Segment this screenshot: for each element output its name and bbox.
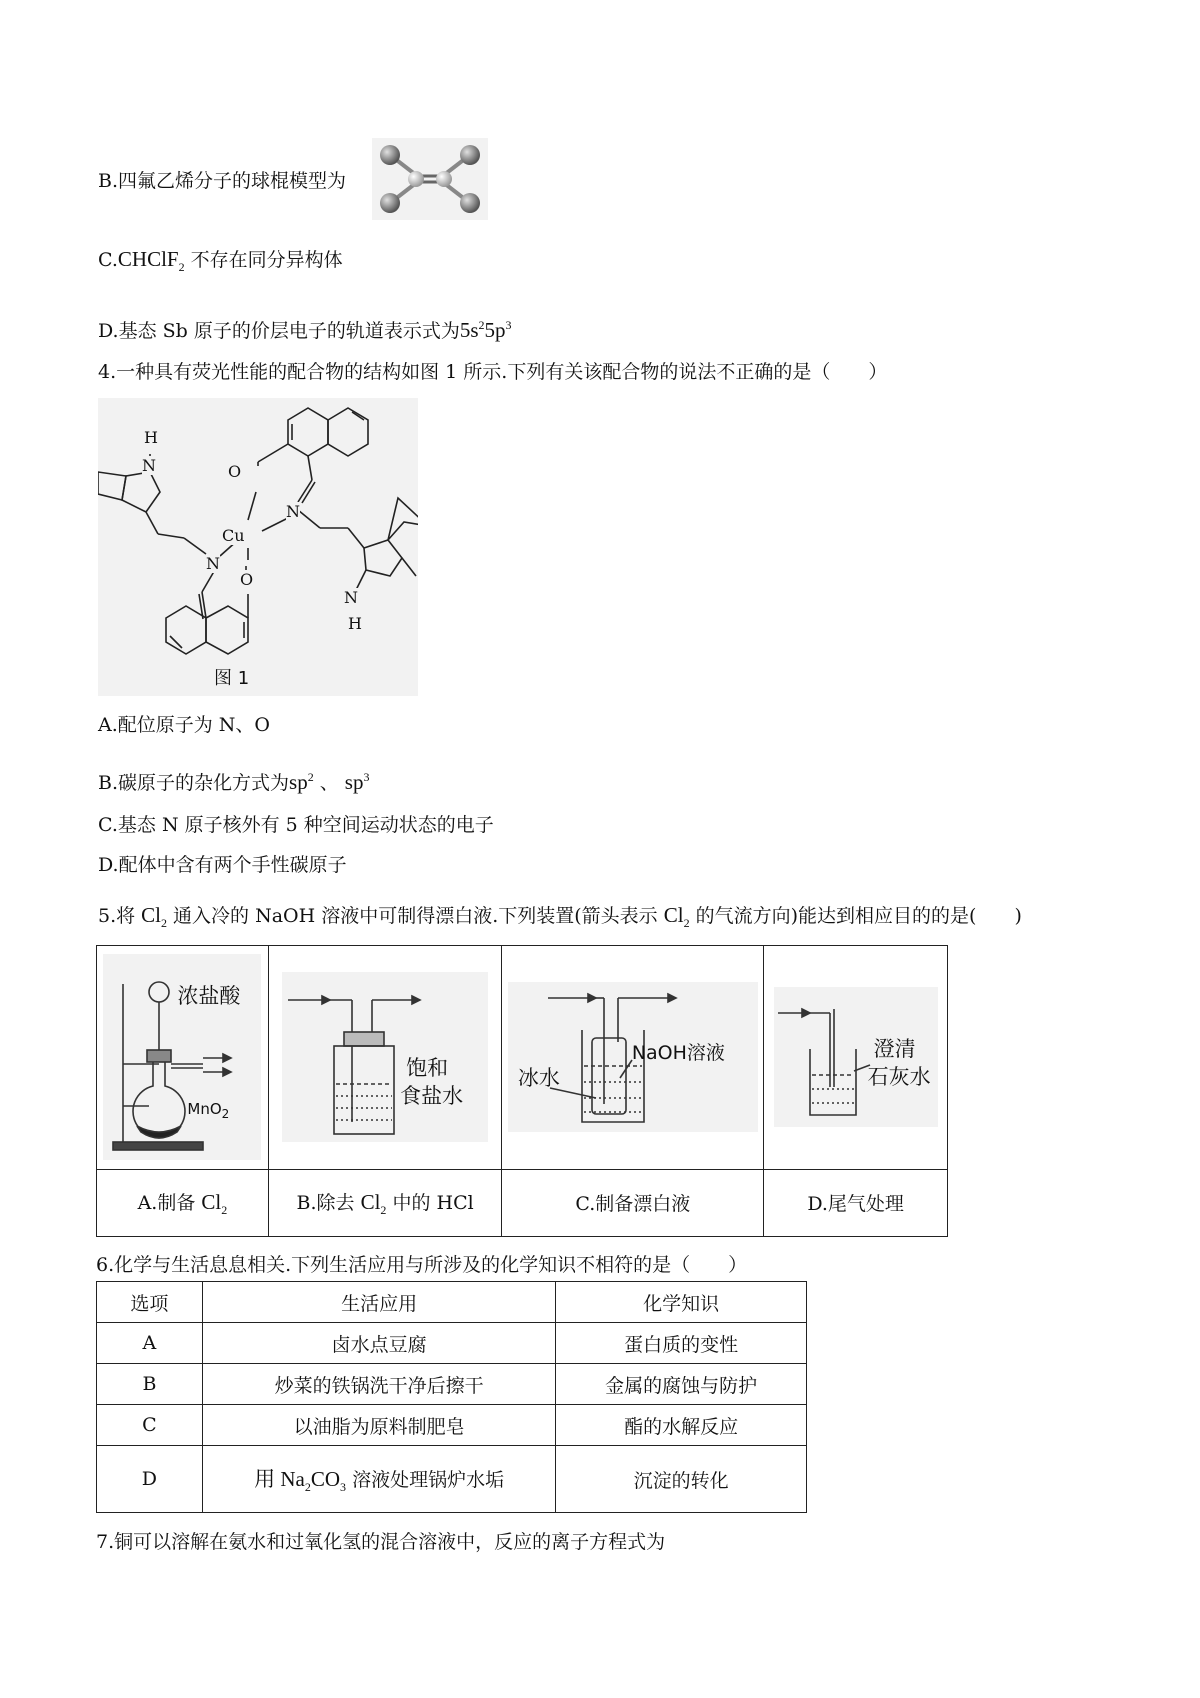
row-b-application: 炒菜的铁锅洗干净后擦干 (202, 1364, 556, 1405)
q3-option-c-prefix: C. (98, 249, 118, 271)
row-d-knowledge: 沉淀的转化 (556, 1446, 807, 1513)
label-mno2-main: MnO (187, 1100, 222, 1119)
row-c-knowledge: 酯的水解反应 (556, 1405, 807, 1446)
formula-5p: 5p (484, 318, 506, 342)
label-ice-water: 冰水 (517, 1066, 560, 1091)
header-option: 选项 (97, 1282, 203, 1323)
atom-h-left: H (144, 428, 158, 447)
label-naoh-solution: NaOH溶液 (631, 1042, 725, 1065)
sp3-sup: 3 (363, 770, 370, 784)
apparatus-a-cell (97, 946, 269, 1170)
q3-option-b (98, 168, 346, 194)
caption-d: D.尾气处理 (764, 1169, 948, 1236)
sp2-formula (289, 770, 314, 794)
label-mno2 (187, 1100, 229, 1121)
atom-n-lower: N (206, 554, 220, 573)
q5-stem (98, 902, 1022, 936)
cl2-2-main: Cl (663, 903, 684, 927)
caption-a-cl2 (201, 1189, 228, 1217)
row-a-option: A (97, 1323, 203, 1364)
apparatus-table (96, 945, 948, 1237)
caption-b (268, 1169, 502, 1236)
sp2-sup: 2 (307, 770, 314, 784)
row-a-knowledge: 蛋白质的变性 (556, 1323, 807, 1364)
apparatus-b-image (282, 972, 488, 1142)
q6-stem: 6.化学与生活息息相关.下列生活应用与所涉及的化学知识不相符的是（ ） (96, 1254, 748, 1276)
q3-option-d-text: D.基态 Sb 原子的价层电子的轨道表示式为 (98, 320, 460, 342)
apparatus-images-row (97, 946, 948, 1170)
label-brine: 食盐水 (400, 1084, 464, 1109)
apparatus-d-image (774, 987, 938, 1127)
apparatus-c-image (508, 982, 758, 1132)
atom-o-bottom: O (240, 570, 254, 589)
caption-c: C.制备漂白液 (502, 1169, 764, 1236)
q5-stem-part2: 通入冷的 NaOH 溶液中可制得漂白液.下列装置(箭头表示 (167, 905, 664, 927)
chclf2-formula (117, 247, 185, 275)
na2co3-formula (254, 1466, 347, 1495)
table-row (97, 1405, 807, 1446)
q4-option-c: C.基态 N 原子核外有 5 种空间运动状态的电子 (98, 814, 494, 836)
atom-n-right: N (286, 502, 300, 521)
caption-b-sub: 2 (380, 1202, 387, 1217)
na2co3-sub1: 2 (304, 1480, 311, 1495)
caption-b-pre: B.除去 (296, 1191, 361, 1214)
label-saturated: 饱和 (406, 1056, 449, 1081)
cl2-formula-2 (663, 903, 690, 931)
formula-5s: 5s (459, 318, 479, 342)
q3-option-b-text: B.四氟乙烯分子的球棍模型为 (98, 170, 347, 192)
caption-b-post: 中的 HCl (386, 1191, 474, 1214)
atom-h-right: H (348, 614, 362, 633)
sb-orbital-formula (460, 318, 512, 342)
caption-a-text: A.制备 (137, 1191, 202, 1214)
life-application-table (96, 1281, 807, 1513)
cl2-1-sub: 2 (161, 916, 168, 931)
label-clear: 澄清 (873, 1037, 916, 1062)
q3-option-c (98, 246, 343, 280)
q3-option-d (98, 312, 512, 344)
cl2-1-main: Cl (141, 903, 162, 927)
q4-option-d: D.配体中含有两个手性碳原子 (98, 854, 347, 876)
figure-caption: 图 1 (214, 668, 250, 689)
cl2-2-sub: 2 (683, 916, 690, 931)
header-application: 生活应用 (202, 1282, 556, 1323)
table-row (97, 1323, 807, 1364)
label-lime-water: 石灰水 (867, 1065, 931, 1090)
q4-option-b-text: B.碳原子的杂化方式为 (98, 772, 290, 794)
atom-cu: Cu (222, 526, 245, 545)
caption-a-cl: Cl (201, 1189, 222, 1214)
atom-n-right-indole: N (344, 588, 358, 607)
cl2-formula-1 (141, 903, 168, 931)
caption-b-cl: Cl (360, 1189, 381, 1214)
ball-stick-svg (372, 138, 488, 220)
row-b-knowledge: 金属的腐蚀与防护 (556, 1364, 807, 1405)
caption-b-cl2 (360, 1189, 387, 1217)
chclf2-sub: 2 (178, 260, 185, 275)
apparatus-a-image (103, 954, 261, 1160)
label-mno2-sub: 2 (221, 1107, 230, 1122)
na2co3-sub2: 3 (340, 1480, 347, 1495)
row-c-option: C (97, 1405, 203, 1446)
apparatus-captions-row (97, 1169, 948, 1236)
tetrafluoroethylene-ball-stick-model (372, 138, 488, 220)
q7-stem: 7.铜可以溶解在氨水和过氧化氢的混合溶液中，反应的离子方程式为 (96, 1531, 666, 1553)
atom-o-top: O (228, 462, 242, 481)
table-row (97, 1364, 807, 1405)
apparatus-d-cell (764, 946, 948, 1170)
row-d-option: D (97, 1446, 203, 1513)
row-d-application-rest: 溶液处理锅炉水垢 (346, 1468, 505, 1491)
q4-stem: 4.一种具有荧光性能的配合物的结构如图 1 所示.下列有关该配合物的说法不正确的是（ ） (98, 361, 888, 383)
q5-stem-part1: 5.将 (98, 905, 142, 927)
life-table-header (97, 1282, 807, 1323)
q4-option-b-sep: 、 (313, 772, 345, 794)
label-conc-hcl: 浓盐酸 (177, 984, 241, 1009)
sp3-sp: sp (344, 770, 364, 794)
row-c-application: 以油脂为原料制肥皂 (202, 1405, 556, 1446)
q4-option-b (98, 764, 369, 796)
atom-n-left: N (142, 456, 156, 475)
caption-a-sub: 2 (221, 1202, 228, 1217)
formula-5s-sup: 2 (478, 318, 485, 332)
header-knowledge: 化学知识 (556, 1282, 807, 1323)
copper-complex-structure-figure (98, 398, 418, 696)
q3-option-c-rest: 不存在同分异构体 (184, 249, 343, 271)
na2co3-pre: 用 Na (254, 1466, 305, 1491)
q4-option-a: A.配位原子为 N、O (98, 714, 271, 736)
apparatus-b-cell (268, 946, 502, 1170)
apparatus-c-cell (502, 946, 764, 1170)
wash-bottle-svg (282, 972, 488, 1142)
formula-5p-sup: 3 (505, 318, 512, 332)
sp2-sp: sp (289, 770, 308, 794)
na2co3-mid: CO (310, 1466, 341, 1491)
q5-stem-part3: 的气流方向)能达到相应目的的是( ) (689, 905, 1022, 927)
chclf2-main: CHClF (117, 247, 179, 271)
sp3-formula (345, 770, 370, 794)
caption-a (97, 1169, 269, 1236)
row-d-application (202, 1446, 556, 1513)
table-row (97, 1446, 807, 1513)
row-a-application: 卤水点豆腐 (202, 1323, 556, 1364)
row-b-option: B (97, 1364, 203, 1405)
